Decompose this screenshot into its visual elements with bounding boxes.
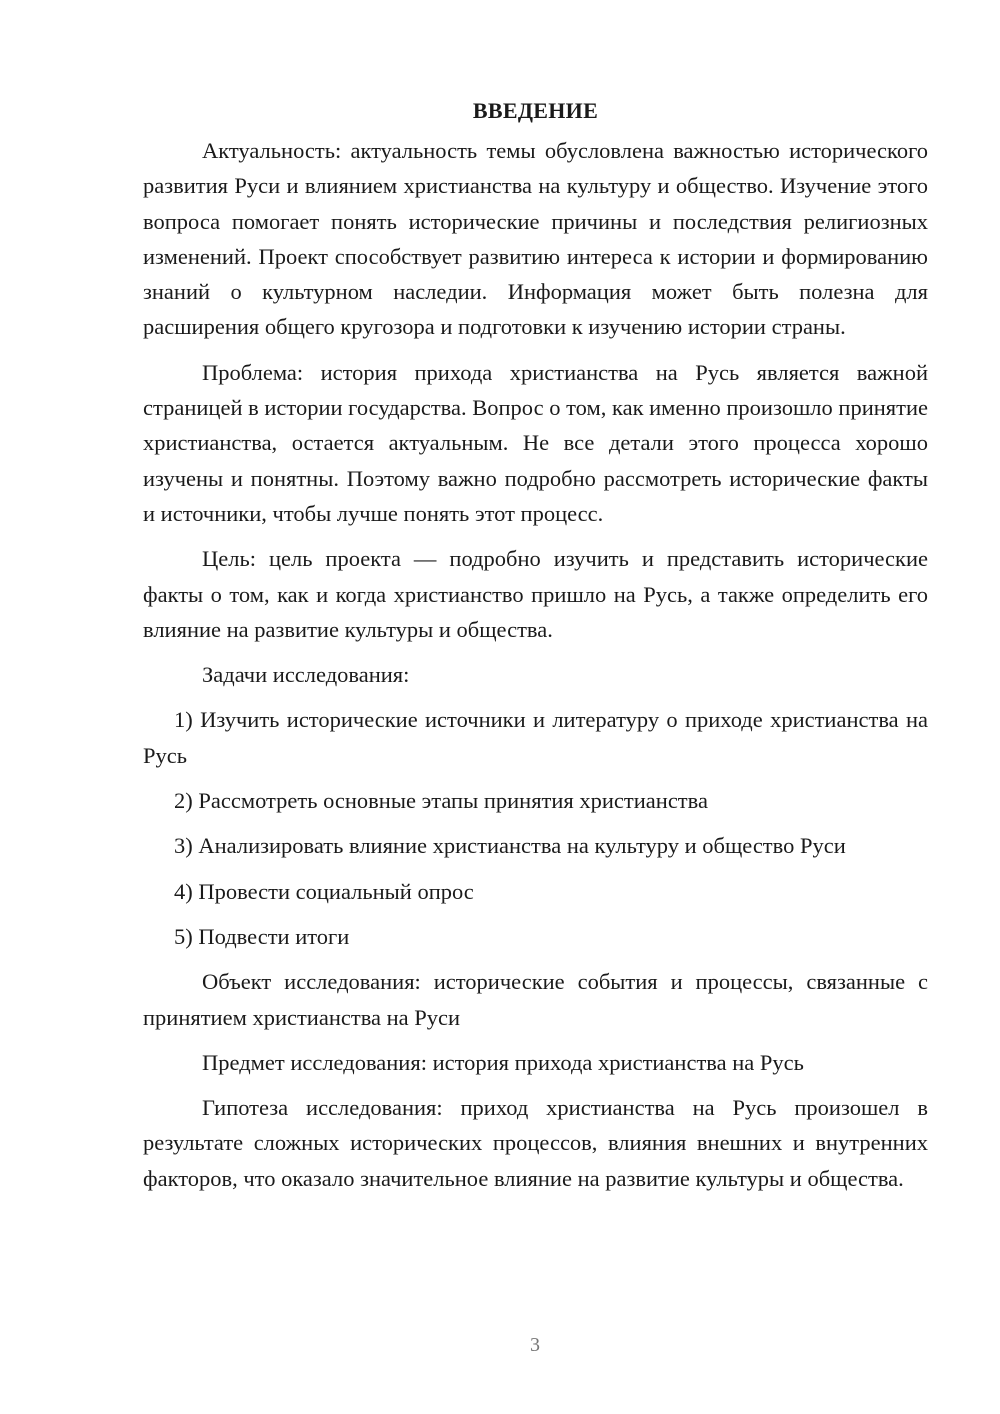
problem-paragraph: Проблема: история прихода христианства на Русь является важной страницей в истории государства. Вопрос о том, как именно произошло принятие христианства, остается актуальным. Не все детали этого процесса хорошо изучены и понятны. Поэтому важно подробно рассмотреть исторические факты и источники, чтобы лучше понять этот процесс. [143, 359, 928, 526]
page-title: ВВЕДЕНИЕ [472, 98, 599, 123]
relevance-paragraph: Актуальность: актуальность темы обусловлена важностью исторического развития Руси и влиянием христианства на культуру и общество. Изучение этого вопроса помогает понять исторические причины и последствия религиозных изменений. Проект способствует развитию интереса к истории и формированию знаний о культурном наследии. Информация может быть полезна для расширения общего кругозора и подготовки к изучению истории страны. [143, 138, 928, 340]
page-number: 3 [530, 1334, 540, 1356]
task-item: 2) Рассмотреть основные этапы принятия христианства [174, 788, 708, 814]
page-content [143, 95, 928, 1206]
tasks-heading: Задачи исследования: [202, 662, 410, 688]
task-item: 1) Изучить исторические источники и литературу о приходе христианства на Русь [143, 707, 928, 768]
task-item: 3) Анализировать влияние христианства на культуру и общество Руси [174, 833, 846, 859]
goal-paragraph: Цель: цель проекта — подробно изучить и представить исторические факты о том, как и когда христианство пришло на Русь, а также определить его влияние на развитие культуры и общества. [143, 546, 928, 642]
task-item: 5) Подвести итоги [174, 923, 350, 949]
object-paragraph: Объект исследования: исторические события и процессы, связанные с принятием христианства на Руси [143, 969, 928, 1030]
subject-paragraph: Предмет исследования: история прихода христианства на Русь [202, 1049, 804, 1075]
task-item: 4) Провести социальный опрос [174, 878, 474, 904]
hypothesis-paragraph: Гипотеза исследования: приход христианства на Русь произошел в результате сложных исторических процессов, влияния внешних и внутренних факторов, что оказало значительное влияние на развитие культуры и общества. [143, 1095, 928, 1191]
